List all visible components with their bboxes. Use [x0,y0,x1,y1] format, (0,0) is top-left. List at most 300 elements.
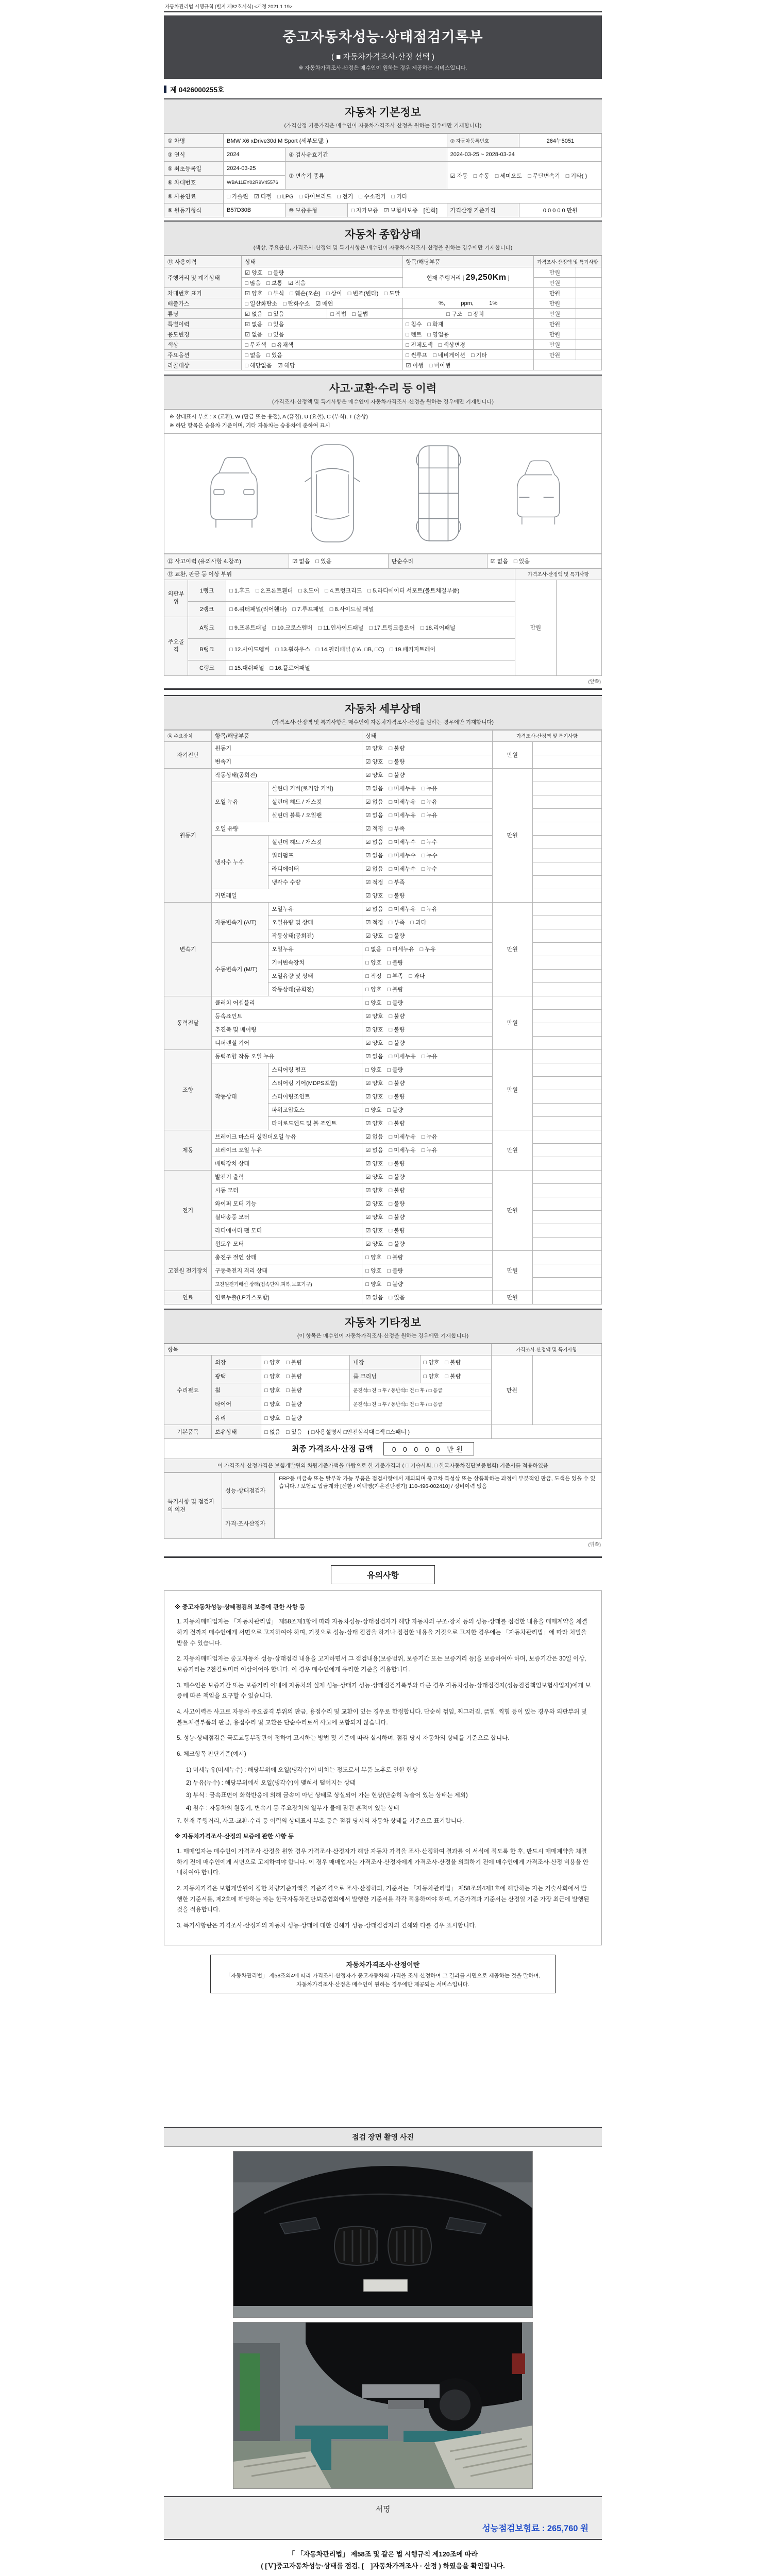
cell-text: ① 차명 [167,138,186,144]
checkbox-부족[interactable]: □ 부족 [389,879,405,886]
basic-table [164,133,602,217]
checkbox-변조(변타)[interactable]: □ 변조(변타) [347,290,379,297]
cell-text: 만원 [549,331,560,338]
checkbox-누유[interactable]: □ 누유 [421,799,438,806]
checkbox-네비게이션[interactable]: □ 네비게이션 [433,352,465,359]
cell-text: 조향 [182,1087,194,1094]
checkbox-기타( )[interactable]: □ 기타( ) [565,173,587,179]
checkbox-불량[interactable]: □ 불량 [387,1107,404,1114]
checkbox-없음[interactable]: ☑ 없음 [245,321,263,328]
value-cell [350,1397,491,1411]
checkbox-cell [362,1103,492,1116]
value-cell [519,204,601,217]
checkbox-있음[interactable]: □ 있음 [268,311,284,317]
checkbox-cell [362,1090,492,1103]
checkbox-양호[interactable]: ☑ 양호 [365,772,383,779]
cell-text: 원동기 [215,745,231,752]
inspection-insurance-fee: 성능점검보험료 : 265,760 원 [482,2524,589,2533]
empty-cell [532,1197,601,1210]
checkbox-불량[interactable]: □ 불량 [387,1268,404,1275]
checkbox-없음[interactable]: ☑ 없음 [365,1134,383,1141]
checkbox-없음[interactable]: □ 없음 [264,1429,281,1435]
notice-item: 6. 체크항목 판단기준(예시) [177,1751,246,1758]
checkbox-불량[interactable]: □ 불량 [387,987,404,993]
checkbox-수동[interactable]: □ 수동 [473,173,490,179]
value-cell [268,1076,362,1090]
checkbox-양호[interactable]: ☑ 양호 [365,1188,383,1194]
notice-item: 7. 현재 주행거리, 사고·교환·수리 등 이력의 상태표시 부호 등은 점검 당시의 자동차 상태를 기준으로 표기합니다. [177,1818,464,1824]
checkbox-누유[interactable]: □ 누유 [421,906,438,913]
checkbox-무채색[interactable]: □ 무채색 [245,342,266,348]
checkbox-장치[interactable]: □ 장치 [468,311,484,317]
cell-text: 파워고압호스 [272,1107,305,1114]
checkbox-누유[interactable]: □ 누유 [421,1147,438,1154]
checkbox-불량[interactable]: □ 불량 [389,745,405,752]
price-cell [533,298,576,309]
empty-cell [576,288,601,298]
checkbox-불량[interactable]: □ 불량 [387,960,404,967]
checkbox-미세누유[interactable]: □ 미세누유 [389,906,416,913]
checkbox-양호[interactable]: □ 양호 [423,1373,440,1380]
checkbox-보통[interactable]: □ 보통 [266,280,283,286]
checkbox-미세누유[interactable]: □ 미세누유 [389,1134,416,1141]
cell-text: 가격조사·산정액 및 특기사항 [537,259,598,265]
checkbox-있음[interactable]: □ 있음 [268,321,284,328]
checkbox-양호[interactable]: ☑ 양호 [365,1241,383,1248]
checkbox-없음[interactable]: ☑ 없음 [490,558,508,565]
checkbox-탄화수소[interactable]: □ 탄화수소 [283,300,310,307]
checkbox-불량[interactable]: □ 불량 [387,1067,404,1074]
cell-text: 광택 [215,1373,226,1380]
checkbox-없음[interactable]: ☑ 없음 [365,1147,383,1154]
value-cell [268,1116,362,1130]
checkbox-14.필러패널 (□A, □B, □C)[interactable]: □ 14.필러패널 (□A, □B, □C) [315,647,384,653]
checkbox-18.리어패널[interactable]: □ 18.리어패널 [420,625,456,632]
checkbox-양호[interactable]: □ 양호 [264,1373,281,1380]
checkbox-적법[interactable]: □ 적법 [330,311,347,317]
value-cell [212,996,362,1009]
checkbox-썬루프[interactable]: □ 썬루프 [406,352,428,359]
checkbox-없음[interactable]: ☑ 없음 [365,812,383,819]
checkbox-미세누수[interactable]: □ 미세누수 [389,866,416,873]
checkbox-전기[interactable]: □ 전기 [337,194,354,200]
price-cell [491,1355,532,1425]
cell-text: 워터펌프 [272,853,294,859]
checkbox-양호[interactable]: ☑ 양호 [365,759,383,766]
checkbox-있음[interactable]: □ 있음 [513,558,530,565]
checkbox-부족[interactable]: □ 부족 [389,826,405,833]
checkbox-cell [226,601,515,617]
section-detail-header [164,695,602,730]
checkbox-가솔린[interactable]: □ 가솔린 [227,194,248,200]
cell-text: 가격조사·산정액 및 특기사항 [516,1347,577,1353]
cell-text: 작동상태(공회전) [272,933,314,940]
label-cell [285,204,348,217]
label-cell [350,1369,420,1383]
checkbox-미이행[interactable]: □ 미이행 [429,362,451,369]
value-cell [212,782,268,822]
label-cell [164,1472,222,1538]
document-number: 제 0426000255호 [164,84,602,94]
checkbox-cell [362,1116,492,1130]
empty-cell [532,1076,601,1090]
cell-text: 만원 [549,290,560,297]
checkbox-양호[interactable]: ☑ 양호 [245,290,263,297]
price-cell [492,996,532,1049]
empty-cell [532,1063,601,1076]
checkbox-적음[interactable]: ☑ 적음 [288,280,306,286]
checkbox-적정[interactable]: ☑ 적정 [365,826,383,833]
checkbox-과다[interactable]: □ 과다 [409,973,425,980]
checkbox-적정[interactable]: ☑ 적정 [365,879,383,886]
empty-cell [532,1277,601,1291]
checkbox-불량[interactable]: □ 불량 [387,1000,404,1007]
empty-cell [576,329,601,340]
checkbox-없음[interactable]: □ 없음 [245,352,261,359]
checkbox-누유[interactable]: □ 누유 [421,1054,438,1060]
cell-text: 수리필요 [177,1387,199,1394]
price-cell [492,1130,532,1170]
cell-text: 라디에이터 팬 모터 [215,1228,262,1234]
checkbox-불량[interactable]: □ 불량 [268,269,284,276]
checkbox-있음[interactable]: □ 있음 [268,331,284,338]
checkbox-불량[interactable]: □ 불량 [286,1415,303,1421]
label-cell [164,256,242,267]
checkbox-누수[interactable]: □ 누수 [421,866,438,873]
checkbox-7.루프패널[interactable]: □ 7.루프패널 [292,606,324,613]
cell-text: 라디에이터 [272,866,299,873]
empty-cell [532,969,601,982]
checkbox-있음[interactable]: □ 있음 [266,352,283,359]
checkbox-cell [242,288,534,298]
checkbox-11.인사이드패널[interactable]: □ 11.인사이드패널 [318,625,364,632]
checkbox-영업용[interactable]: □ 영업용 [427,331,449,338]
cell-text: 만원 [549,321,560,328]
checkbox-불량[interactable]: □ 불량 [389,772,405,779]
checkbox-유채색[interactable]: □ 유채색 [272,342,294,348]
section-subtitle: (가격조사·산정액 및 특기사항은 매수인이 자동차가격조사·산정을 원하는 경우에만 기재합니다) [272,399,494,405]
label-cell [222,1509,275,1538]
checkbox-cell [362,1023,492,1036]
checkbox-17.트렁크플로어[interactable]: □ 17.트렁크플로어 [369,625,415,632]
cell-text: 내장 [353,1359,364,1366]
empty-cell [532,1090,601,1103]
checkbox-적정[interactable]: □ 적정 [365,973,382,980]
cell-text: 윈도우 모터 [215,1241,244,1248]
checkbox-불량[interactable]: □ 불량 [389,893,405,900]
checkbox-렌트[interactable]: □ 렌트 [406,331,422,338]
checkbox-cell [242,329,402,340]
cell-text: 발전기 출력 [215,1174,244,1181]
checkbox-없음[interactable]: ☑ 없음 [292,558,310,565]
checkbox-불량[interactable]: □ 불량 [445,1373,461,1380]
label-cell [164,319,242,329]
checkbox-10.크로스멤버[interactable]: □ 10.크로스멤버 [272,625,313,632]
checkbox-있음[interactable]: □ 있음 [389,1295,405,1301]
checkbox-불량[interactable]: □ 불량 [389,1161,405,1167]
checkbox-양호[interactable]: ☑ 양호 [365,1161,383,1167]
checkbox-불량[interactable]: □ 불량 [387,1281,404,1288]
checkbox-미세누수[interactable]: □ 미세누수 [389,853,416,859]
checkbox-6.쿼터패널(리어휀다)[interactable]: □ 6.쿼터패널(리어휀다) [229,606,287,613]
checkbox-양호[interactable]: □ 양호 [365,960,382,967]
checkbox-화재[interactable]: □ 화재 [427,321,444,328]
label-cell [222,1472,275,1509]
checkbox-불량[interactable]: □ 불량 [389,1013,405,1020]
checkbox-4.트렁크리드[interactable]: □ 4.트렁크리드 [325,588,362,595]
checkbox-훼손(오손)[interactable]: □ 훼손(오손) [290,290,321,297]
checkbox-cell [362,1250,492,1264]
checkbox-양호[interactable]: □ 양호 [365,1281,382,1288]
checkbox-양호[interactable]: □ 양호 [264,1359,281,1366]
checkbox-1.후드[interactable]: □ 1.후드 [229,588,250,595]
label-cell [164,190,224,204]
checkbox-누유[interactable]: □ 누유 [421,812,438,819]
checkbox-없음[interactable]: ☑ 없음 [245,331,263,338]
checkbox-19.패키지트레이[interactable]: □ 19.패키지트레이 [390,647,436,653]
checkbox-도말[interactable]: □ 도말 [384,290,400,297]
checkbox-불량[interactable]: □ 불량 [286,1401,303,1408]
cell-text: 상태 [365,733,377,740]
checkbox-기타[interactable]: □ 기타 [470,352,487,359]
checkbox-해당[interactable]: ☑ 해당 [277,362,295,369]
checkbox-2.프론트휀더[interactable]: □ 2.프론트휀더 [256,588,293,595]
checkbox-없음[interactable]: ☑ 없음 [365,839,383,846]
value-cell [212,1157,362,1170]
checkbox-없음[interactable]: □ 없음 [365,946,382,953]
checkbox-불량[interactable]: □ 불량 [389,1214,405,1221]
checkbox-양호[interactable]: □ 양호 [423,1359,440,1366]
car-rear-view-diagram [511,452,562,535]
checkbox-색상변경[interactable]: □ 색상변경 [438,342,465,348]
value-cell [212,1023,362,1036]
checkbox-자가보증[interactable]: □ 자가보증 [351,208,378,214]
checkbox-양호[interactable]: □ 양호 [365,1268,382,1275]
checkbox-일산화탄소[interactable]: □ 일산화탄소 [245,300,277,307]
checkbox-불량[interactable]: □ 불량 [389,1094,405,1100]
checkbox-누유[interactable]: □ 누유 [421,1134,438,1141]
cell-text: 스티어링 펌프 [272,1067,307,1074]
checkbox-적정[interactable]: ☑ 적정 [365,920,383,926]
section-basic-header [164,98,602,133]
checkbox-보험사보증[interactable]: ☑ 보험사보증 [383,208,418,214]
cell-text: 배력장치 상태 [215,1161,249,1167]
cell-text: BMW X6 xDrive30d M Sport (세부모델: ) [227,138,328,144]
cell-text: 브레이크 마스터 실린더오일 누유 [215,1134,297,1141]
checkbox-없음[interactable]: ☑ 없음 [365,906,383,913]
cell-text: 커먼레일 [215,893,237,900]
checkbox-3.도어[interactable]: □ 3.도어 [298,588,320,595]
notice-subitem: 3) 부식 : 금속표면이 화학반응에 의해 금속이 아닌 상태로 상실되어 가는 현상(단순히 녹슬어 있는 상태는 제외) [186,1792,468,1799]
checkbox-이행[interactable]: ☑ 이행 [406,362,424,369]
checkbox-불량[interactable]: □ 불량 [389,1228,405,1234]
checkbox-세미오토[interactable]: □ 세미오토 [495,173,522,179]
checkbox-없음[interactable]: ☑ 없음 [245,311,263,317]
checkbox-불량[interactable]: □ 불량 [286,1387,303,1394]
checkbox-양호[interactable]: ☑ 양호 [365,933,383,940]
cell-text: 튜닝 [167,311,179,317]
empty-cell [556,580,601,675]
checkbox-누수[interactable]: □ 누수 [421,853,438,859]
checkbox-누수[interactable]: □ 누수 [421,839,438,846]
checkbox-미세누유[interactable]: □ 미세누유 [389,1054,416,1060]
checkbox-없음[interactable]: ☑ 없음 [365,786,383,792]
empty-cell [576,278,601,288]
checkbox-5.라디에이터 서포트(볼트체결부품)[interactable]: □ 5.라디에이터 서포트(볼트체결부품) [367,588,460,595]
checkbox-불량[interactable]: □ 불량 [389,1040,405,1047]
checkbox-불량[interactable]: □ 불량 [389,933,405,940]
checkbox-전체도색[interactable]: □ 전체도색 [406,342,433,348]
checkbox-불량[interactable]: □ 불량 [389,1080,405,1087]
checkbox-불량[interactable]: □ 불량 [387,1255,404,1261]
price-survey-info-box [210,1955,556,1994]
checkbox-침수[interactable]: □ 침수 [406,321,422,328]
checkbox-양호[interactable]: □ 양호 [264,1401,281,1408]
checkbox-불법[interactable]: □ 불법 [352,311,368,317]
cell-text: 동력조향 작동 오일 누유 [215,1054,275,1060]
value-cell [268,969,362,982]
label-cell [242,256,402,267]
checkbox-불량[interactable]: □ 불량 [389,1174,405,1181]
checkbox-12.사이드멤버[interactable]: □ 12.사이드멤버 [229,647,270,653]
cell-text: 가격산정 기준가격 [450,208,496,214]
checkbox-무단변속기[interactable]: □ 무단변속기 [527,173,560,179]
checkbox-불량[interactable]: □ 불량 [389,1027,405,1033]
checkbox-없음[interactable]: ☑ 없음 [365,853,383,859]
checkbox-양호[interactable]: □ 양호 [365,1107,382,1114]
empty-cell [532,755,601,768]
notice-item: 2. 자동차가격은 보험개발원이 정한 차량기준가액을 기준가격으로 조사·산정하되, 기준서는 「자동차관리법」 제58조의4제1호에 해당하는 자는 기술사회에서 발행한 기준서를, 제2호에 해당하는 자는 한국자동차진단보증협회에서 발행한 기준서를 각각 적용하여야 하며, 기준가격과 기준서는 산정일 기준 가장 최근에 발행된 것을 적용합니다. [177,1886,590,1913]
checkbox-기타[interactable]: □ 기타 [391,194,408,200]
checkbox-양호[interactable]: ☑ 양호 [365,893,383,900]
checkbox-디젤[interactable]: ☑ 디젤 [254,194,272,200]
checkbox-15.대쉬패널[interactable]: □ 15.대쉬패널 [229,665,264,672]
final-price-value: 0 0 0 0 0 만원 [383,1442,474,1455]
checkbox-없음[interactable]: ☑ 없음 [365,799,383,806]
checkbox-미세누유[interactable]: □ 미세누유 [389,1147,416,1154]
checkbox-과다[interactable]: □ 과다 [410,920,427,926]
checkbox-해당없음[interactable]: □ 해당없음 [245,362,272,369]
label-cell [164,768,212,902]
checkbox-양호[interactable]: ☑ 양호 [365,1121,383,1127]
notice-item: 3. 특기사항란은 가격조사·산정자의 자동차 성능·상태에 대한 견해가 성능·상태점검자의 견해와 다를 경우 표시합니다. [177,1923,477,1929]
checkbox-13.휠하우스[interactable]: □ 13.휠하우스 [275,647,310,653]
cell-text: ⑦ 변속기 종류 [289,173,325,179]
checkbox-미세누유[interactable]: □ 미세누유 [389,812,416,819]
final-price-note: 이 가격조사·산정가격은 보험개발원의 차량기준가액을 바탕으로 한 기준가격과 ( □ 기술사회, □ 한국자동차진단보증협회) 기준서를 적용하였음 [164,1459,602,1472]
checkbox-양호[interactable]: ☑ 양호 [365,1013,383,1020]
checkbox-부식[interactable]: □ 부식 [268,290,284,297]
checkbox-수소전기[interactable]: □ 수소전기 [359,194,386,200]
checkbox-불량[interactable]: □ 불량 [389,1241,405,1248]
checkbox-자동[interactable]: ☑ 자동 [450,173,468,179]
checkbox-cell [362,982,492,996]
checkbox-cell [362,996,492,1009]
checkbox-양호[interactable]: □ 양호 [365,987,382,993]
checkbox-있음[interactable]: □ 있음 [286,1429,303,1435]
page-back-marker: (뒤쪽) [588,1541,601,1548]
checkbox-누유[interactable]: □ 누유 [421,786,438,792]
cell-text: 오일유량 및 상태 [272,920,313,926]
checkbox-불량[interactable]: □ 불량 [389,1121,405,1127]
checkbox-상이[interactable]: □ 상이 [326,290,342,297]
checkbox-cell [226,638,515,660]
checkbox-불량[interactable]: □ 불량 [445,1359,461,1366]
value-cell [212,1183,362,1197]
checkbox-양호[interactable]: □ 양호 [264,1415,281,1421]
checkbox-16.플로어패널[interactable]: □ 16.플로어패널 [270,665,310,672]
checkbox-불량[interactable]: □ 불량 [389,1201,405,1208]
checkbox-양호[interactable]: ☑ 양호 [365,745,383,752]
cell-text: 작동상태(공회전) [272,987,314,993]
label-cell [164,902,212,996]
checkbox-양호[interactable]: ☑ 양호 [365,1027,383,1033]
price-cell [492,768,532,902]
checkbox-없음[interactable]: ☑ 없음 [365,1054,383,1060]
checkbox-미세누유[interactable]: □ 미세누유 [389,799,416,806]
checkbox-부족[interactable]: □ 부족 [387,973,404,980]
checkbox-미세누수[interactable]: □ 미세누수 [389,839,416,846]
checkbox-구조[interactable]: □ 구조 [446,311,463,317]
checkbox-양호[interactable]: ☑ 양호 [365,1201,383,1208]
checkbox-8.사이드실 패널[interactable]: □ 8.사이드실 패널 [329,606,374,613]
checkbox-양호[interactable]: □ 양호 [365,1000,382,1007]
checkbox-부족[interactable]: □ 부족 [389,920,405,926]
checkbox-누유[interactable]: □ 누유 [419,946,436,953]
price-cell [492,1250,532,1291]
checkbox-양호[interactable]: ☑ 양호 [365,1040,383,1047]
checkbox-없음[interactable]: ☑ 없음 [365,866,383,873]
checkbox-불량[interactable]: □ 불량 [286,1373,303,1380]
value-cell [268,982,362,996]
checkbox-없음[interactable]: ☑ 없음 [365,1295,383,1301]
state-symbol-note: ※ 상태표시 부호 : X (교환), W (판금 또는 용접), A (흠집), U (요철), C (부식), T (손상) [170,414,368,420]
price-cell [533,319,576,329]
checkbox-있음[interactable]: □ 있음 [315,558,332,565]
checkbox-양호[interactable]: □ 양호 [264,1387,281,1394]
checkbox-LPG[interactable]: □ LPG [277,194,294,200]
label-cell [164,176,224,190]
checkbox-양호[interactable]: □ 양호 [365,1255,382,1261]
checkbox-cell [402,319,533,329]
value-cell [268,795,362,808]
checkbox-양호[interactable]: ☑ 양호 [365,1080,383,1087]
label-cell [388,554,487,568]
cell-text: 고전원전기배선 상태(접속단자,피복,보호기구) [215,1282,312,1288]
checkbox-많음[interactable]: □ 많음 [245,280,261,286]
checkbox-양호[interactable]: ☑ 양호 [245,269,263,276]
cell-text: 가격조사·산정액 및 특기사항 [516,734,578,740]
checkbox-매연[interactable]: ☑ 매연 [315,300,333,307]
checkbox-불량[interactable]: □ 불량 [389,759,405,766]
checkbox-양호[interactable]: □ 양호 [365,1067,382,1074]
checkbox-미세누유[interactable]: □ 미세누유 [387,946,414,953]
checkbox-불량[interactable]: □ 불량 [389,1188,405,1194]
checkbox-미세누유[interactable]: □ 미세누유 [389,786,416,792]
checkbox-9.프론트패널[interactable]: □ 9.프론트패널 [229,625,267,632]
checkbox-양호[interactable]: ☑ 양호 [365,1094,383,1100]
checkbox-cell [362,741,492,755]
checkbox-불량[interactable]: □ 불량 [286,1359,303,1366]
checkbox-양호[interactable]: ☑ 양호 [365,1174,383,1181]
checkbox-cell [362,929,492,942]
checkbox-하이브리드[interactable]: □ 하이브리드 [299,194,332,200]
checkbox-cell [242,360,402,370]
cell-text: 연료누출(LP가스포함) [215,1295,270,1301]
checkbox-양호[interactable]: ☑ 양호 [365,1228,383,1234]
notice-body [164,1590,602,1945]
checkbox-양호[interactable]: ☑ 양호 [365,1214,383,1221]
